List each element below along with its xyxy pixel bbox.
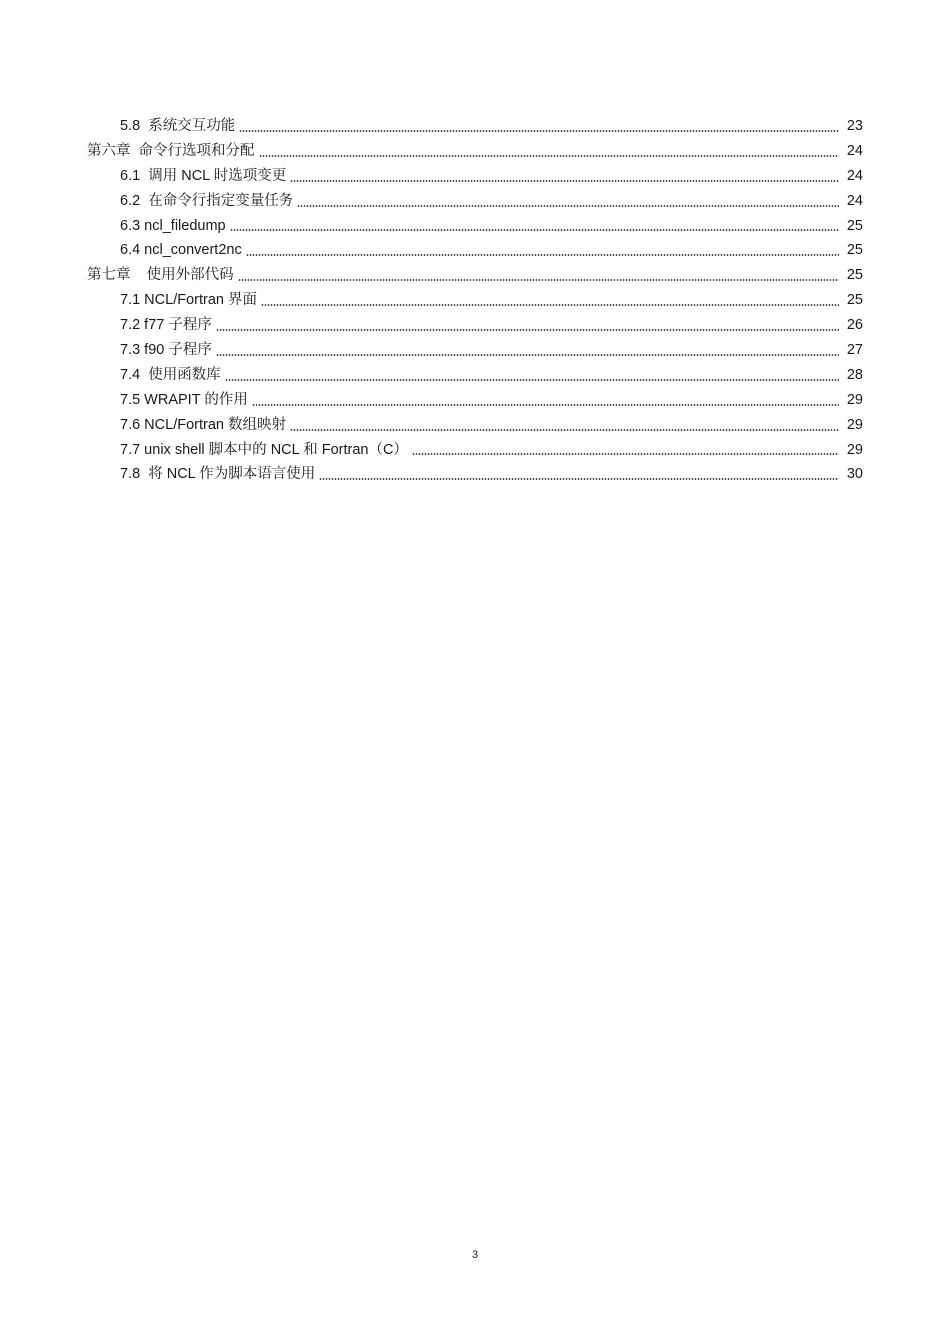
toc-entry-page: 25 xyxy=(846,242,863,259)
toc-entry-label: 7.4 使用函数库 xyxy=(120,366,221,383)
toc-dot-leader xyxy=(216,329,839,331)
toc-entry-label: 7.1 NCL/Fortran 界面 xyxy=(120,292,257,309)
toc-dot-leader xyxy=(290,180,839,182)
toc-entry-label: 6.3 ncl_filedump xyxy=(120,217,226,234)
toc-dot-leader xyxy=(239,130,839,132)
toc-dot-leader xyxy=(238,279,839,281)
toc-entry-chapter-6[interactable] xyxy=(0,139,950,164)
toc-entry-7-1[interactable] xyxy=(0,288,950,313)
toc-entry-7-5[interactable] xyxy=(0,388,950,413)
toc-dot-leader xyxy=(261,304,839,306)
toc-entry-label: 7.8 将 NCL 作为脚本语言使用 xyxy=(120,466,316,483)
toc-entry-page: 30 xyxy=(846,466,863,483)
toc-entry-page: 28 xyxy=(846,366,863,383)
toc-dot-leader xyxy=(246,254,839,256)
toc-entry-7-6[interactable] xyxy=(0,413,950,438)
toc-entry-6-1[interactable] xyxy=(0,164,950,189)
toc-entry-7-8[interactable] xyxy=(0,462,950,487)
toc-entry-label: 第六章 命令行选项和分配 xyxy=(87,142,255,159)
toc-entry-7-3[interactable] xyxy=(0,338,950,363)
toc-entry-page: 25 xyxy=(846,267,863,284)
toc-entry-label: 7.3 f90 子程序 xyxy=(120,342,212,359)
toc-dot-leader xyxy=(319,478,839,480)
toc-entry-6-2[interactable] xyxy=(0,189,950,214)
toc-dot-leader xyxy=(230,229,839,231)
toc-dot-leader xyxy=(297,205,839,207)
toc-entry-6-3[interactable] xyxy=(0,214,950,239)
toc-entry-label: 7.6 NCL/Fortran 数组映射 xyxy=(120,416,286,433)
toc-entry-page: 26 xyxy=(846,317,863,334)
toc-entry-7-7[interactable] xyxy=(0,438,950,463)
toc-entry-page: 29 xyxy=(846,416,863,433)
table-of-contents xyxy=(0,114,950,487)
toc-entry-page: 27 xyxy=(846,342,863,359)
toc-entry-label: 6.1 调用 NCL 时选项变更 xyxy=(120,167,287,184)
toc-entry-page: 29 xyxy=(846,391,863,408)
toc-entry-page: 24 xyxy=(846,142,863,159)
toc-dot-leader xyxy=(225,379,839,381)
toc-entry-page: 24 xyxy=(846,192,863,209)
toc-entry-7-4[interactable] xyxy=(0,363,950,388)
toc-dot-leader xyxy=(259,155,839,157)
toc-dot-leader xyxy=(290,429,839,431)
toc-dot-leader xyxy=(252,404,839,406)
toc-entry-page: 24 xyxy=(846,167,863,184)
toc-entry-page: 29 xyxy=(846,441,863,458)
toc-entry-label: 6.2 在命令行指定变量任务 xyxy=(120,192,294,209)
toc-entry-label: 7.2 f77 子程序 xyxy=(120,317,212,334)
toc-entry-5-8[interactable] xyxy=(0,114,950,139)
toc-entry-label: 5.8 系统交互功能 xyxy=(120,118,236,134)
toc-entry-page: 23 xyxy=(846,118,863,134)
page-number: 3 xyxy=(471,1249,479,1261)
toc-entry-label: 7.7 unix shell 脚本中的 NCL 和 Fortran（C） xyxy=(120,441,408,458)
toc-entry-page: 25 xyxy=(846,217,863,234)
toc-entry-7-2[interactable] xyxy=(0,313,950,338)
toc-dot-leader xyxy=(216,354,839,356)
toc-entry-label: 第七章 使用外部代码 xyxy=(87,267,234,284)
toc-entry-6-4[interactable] xyxy=(0,238,950,263)
toc-entry-chapter-7[interactable] xyxy=(0,263,950,288)
toc-entry-label: 6.4 ncl_convert2nc xyxy=(120,242,242,259)
toc-dot-leader xyxy=(412,453,839,455)
toc-entry-page: 25 xyxy=(846,292,863,309)
toc-entry-label: 7.5 WRAPIT 的作用 xyxy=(120,391,248,408)
